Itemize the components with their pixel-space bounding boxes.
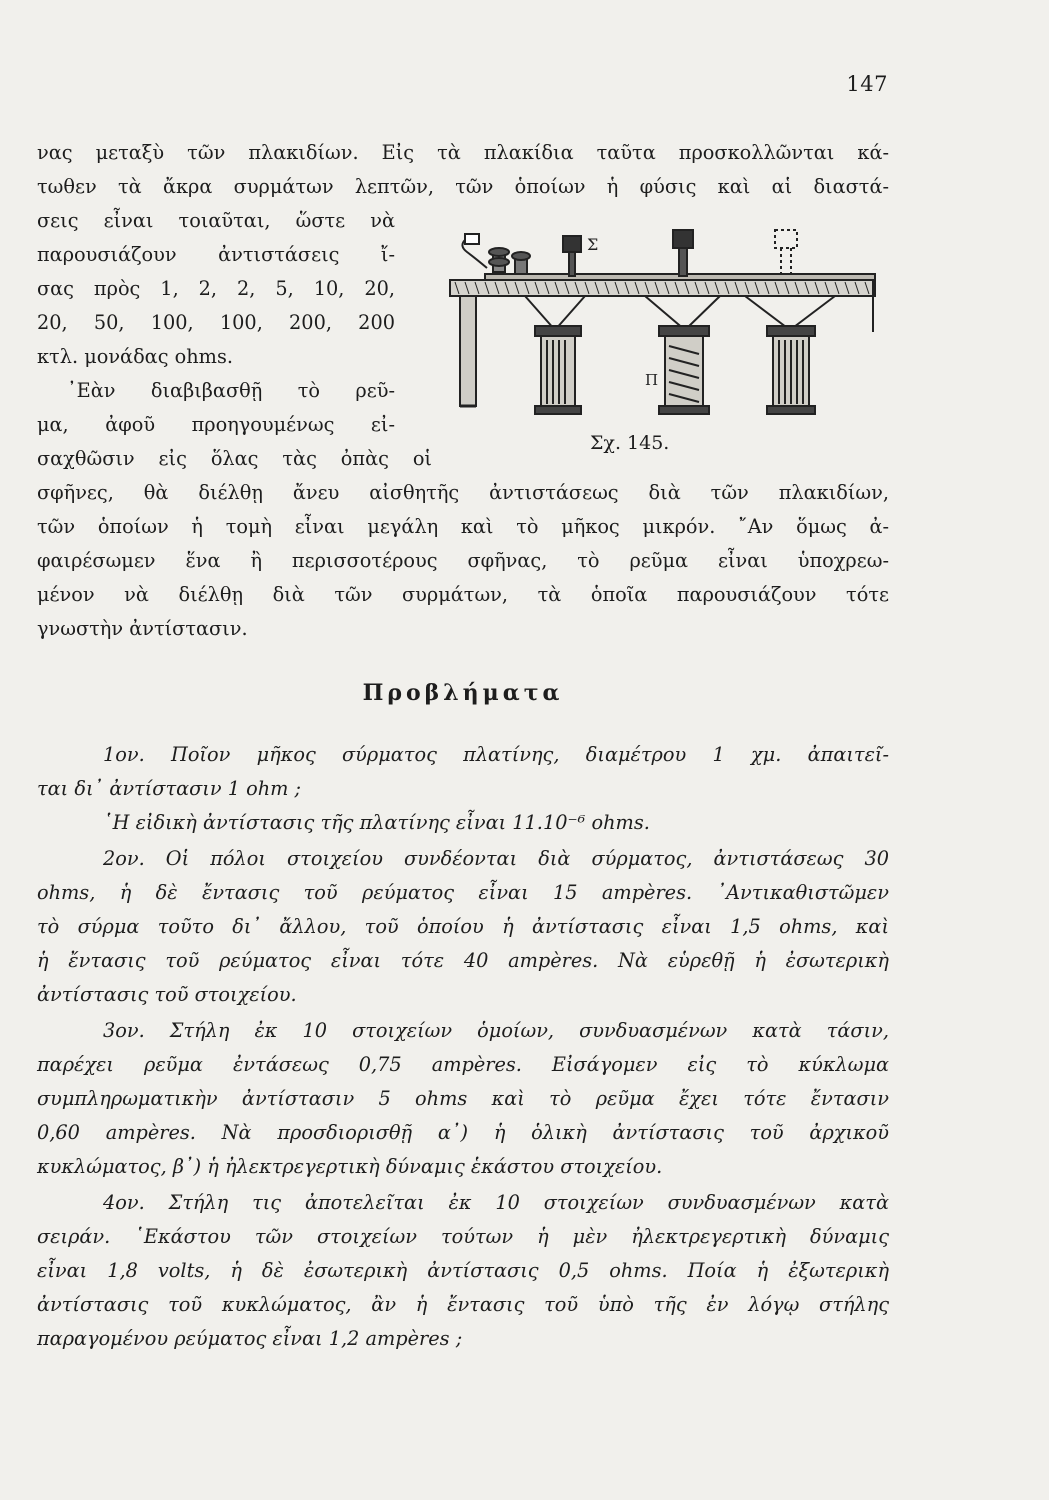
text-line: μα, ἀφοῦ προηγουμένως εἰ-: [37, 413, 395, 436]
text-line: μένον νὰ διέλθῃ διὰ τῶν συρμάτων, τὰ ὁποῖα παρουσιάζουν τότε: [37, 583, 889, 606]
problems-heading: Προβλήματα: [362, 680, 564, 706]
text-line: ᾿Εὰν διαβιβασθῇ τὸ ρεῦ-: [67, 379, 395, 402]
page-number: 147: [846, 72, 888, 96]
text-line: σαχθῶσιν εἰς ὅλας τὰς ὀπὰς οἱ: [37, 447, 432, 470]
label-pi: Π: [645, 371, 659, 389]
text-line: γνωστὴν ἀντίστασιν.: [37, 617, 248, 640]
resistance-box-figure: [445, 222, 890, 452]
text-line: σας πρὸς 1, 2, 2, 5, 10, 20,: [37, 277, 395, 300]
problem-line: παρέχει ρεῦμα ἐντάσεως 0,75 ampères. Εἰσάγομεν εἰς τὸ κύκλωμα: [37, 1053, 889, 1076]
problem-line: ohms, ἡ δὲ ἔντασις τοῦ ρεύματος εἶναι 15 ampères. ᾿Αντικαθιστῶμεν: [37, 881, 889, 904]
text-line: κτλ. μονάδας ohms.: [37, 345, 233, 368]
problem-line: τὸ σύρμα τοῦτο δι᾿ ἄλλου, τοῦ ὁποίου ἡ ἀντίστασις εἶναι 1,5 ohms, καὶ: [37, 915, 889, 938]
problem-line: 2ον. Οἱ πόλοι στοιχείου συνδέονται διὰ σύρματος, ἀντιστάσεως 30: [103, 847, 889, 870]
problem-line: 0,60 ampères. Νὰ προσδιορισθῇ α᾿) ἡ ὁλικὴ ἀντίστασις τοῦ ἀρχικοῦ: [37, 1121, 889, 1144]
problem-line: συμπληρωματικὴν ἀντίστασιν 5 ohms καὶ τὸ ρεῦμα ἔχει τότε ἔντασιν: [37, 1087, 889, 1110]
text-line: νας μεταξὺ τῶν πλακιδίων. Εἰς τὰ πλακίδια ταῦτα προσκολλῶνται κά-: [37, 141, 889, 164]
text-line: σφῆνες, θὰ διέλθῃ ἄνευ αἰσθητῆς ἀντιστάσεως διὰ τῶν πλακιδίων,: [37, 481, 889, 504]
problem-line: 3ον. Στήλη ἐκ 10 στοιχείων ὁμοίων, συνδυασμένων κατὰ τάσιν,: [103, 1019, 889, 1042]
text-line: σεις εἶναι τοιαῦται, ὥστε νὰ: [37, 209, 395, 232]
problem-line: ται δι᾿ ἀντίστασιν 1 ohm ;: [37, 777, 302, 800]
problem-line: ἀντίστασις τοῦ στοιχείου.: [37, 983, 297, 1006]
problem-line: σειράν. ῾Εκάστου τῶν στοιχείων τούτων ἡ μὲν ἠλεκτρεγερτικὴ δύναμις: [37, 1225, 889, 1248]
problem-line: 1ον. Ποῖον μῆκος σύρματος πλατίνης, διαμέτρου 1 χμ. ἀπαιτεῖ-: [103, 743, 889, 766]
figure-caption: Σχ. 145.: [590, 432, 670, 454]
problem-line: παραγομένου ρεύματος εἶναι 1,2 ampères ;: [37, 1327, 463, 1350]
problem-line: κυκλώματος, β᾿) ἡ ἠλεκτρεγερτικὴ δύναμις ἑκάστου στοιχείου.: [37, 1155, 663, 1178]
text-line: παρουσιάζουν ἀντιστάσεις ἴ-: [37, 243, 395, 266]
problem-line: 4ον. Στήλη τις ἀποτελεῖται ἐκ 10 στοιχείων συνδυασμένων κατὰ: [103, 1191, 889, 1214]
text-line: τωθεν τὰ ἄκρα συρμάτων λεπτῶν, τῶν ὁποίων ἡ φύσις καὶ αἱ διαστά-: [37, 175, 889, 198]
text-line: τῶν ὁποίων ἡ τομὴ εἶναι μεγάλη καὶ τὸ μῆκος μικρόν. ῎Αν ὅμως ἀ-: [37, 515, 889, 538]
problem-note: ῾Η εἰδικὴ ἀντίστασις τῆς πλατίνης εἶναι 11.10⁻⁶ ohms.: [103, 811, 650, 834]
problem-line: εἶναι 1,8 volts, ἡ δὲ ἐσωτερικὴ ἀντίστασις 0,5 ohms. Ποία ἡ ἐξωτερικὴ: [37, 1259, 889, 1282]
text-line: φαιρέσωμεν ἕνα ἢ περισσοτέρους σφῆνας, τὸ ρεῦμα εἶναι ὑποχρεω-: [37, 549, 889, 572]
text-line: 20, 50, 100, 100, 200, 200: [37, 311, 395, 334]
problem-line: ἀντίστασις τοῦ κυκλώματος, ἂν ἡ ἔντασις τοῦ ὑπὸ τῆς ἐν λόγῳ στήλης: [37, 1293, 889, 1316]
label-sigma: Σ: [587, 235, 599, 254]
problem-line: ἡ ἔντασις τοῦ ρεύματος εἶναι τότε 40 ampères. Νὰ εὑρεθῇ ἡ ἐσωτερικὴ: [37, 949, 889, 972]
